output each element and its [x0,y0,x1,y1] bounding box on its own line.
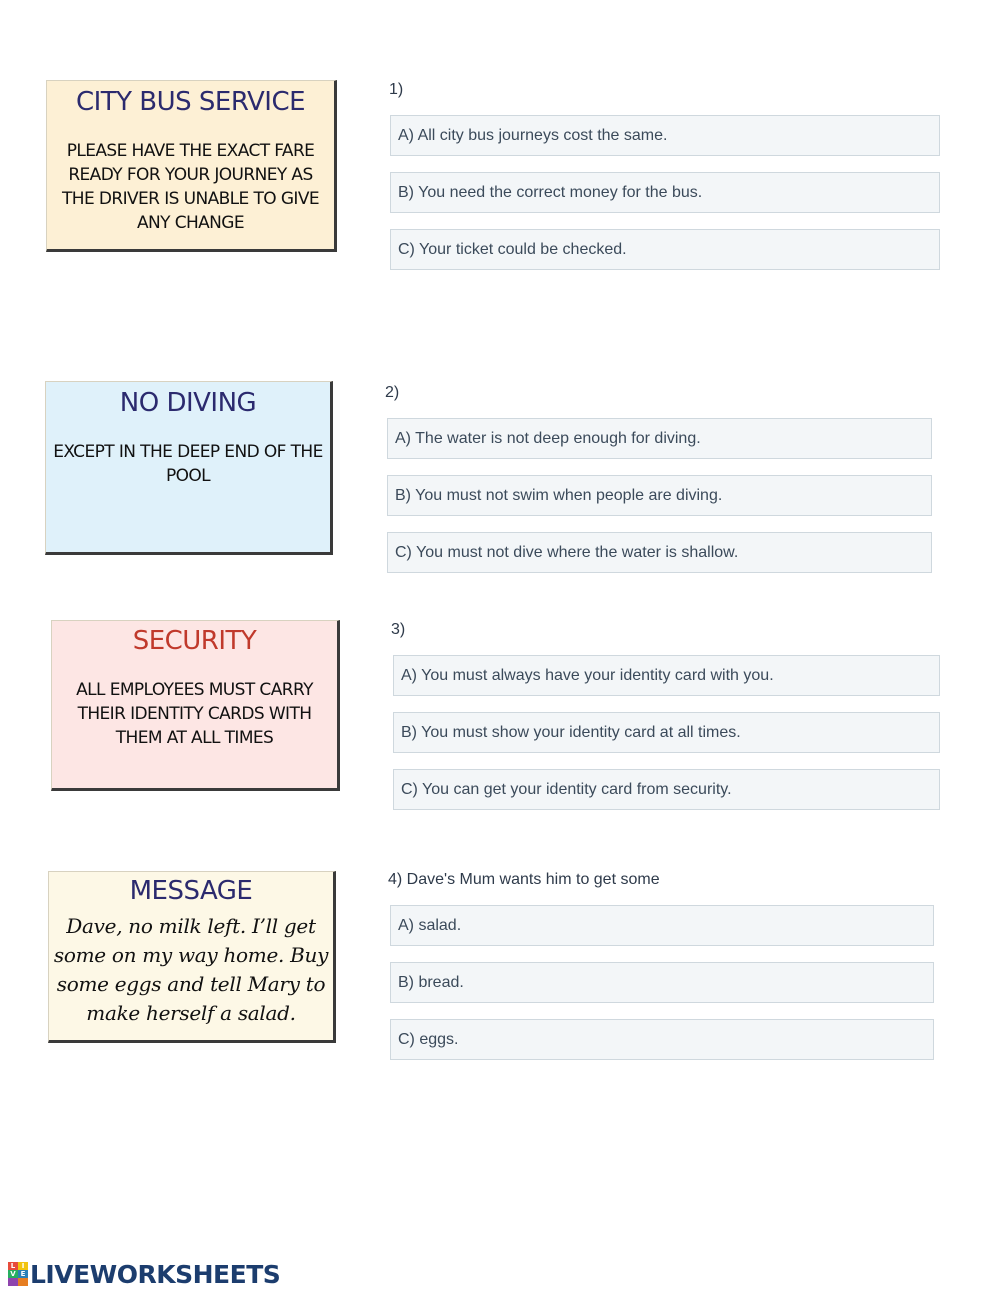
sign-text-line: ANY CHANGE [136,213,245,233]
question-2-option-a[interactable]: A) The water is not deep enough for diving. [387,418,932,459]
question-2-label: 2) [385,384,400,401]
sign-text [46,440,330,488]
logo-mark-letter: L [8,1262,18,1270]
sign-city-bus-service [46,80,337,252]
question-1-label: 1) [389,81,404,98]
question-3-option-a[interactable]: A) You must always have your identity card with you. [393,655,940,696]
sign-text-line: EXCEPT IN THE DEEP END OF THE [53,442,323,462]
sign-no-diving [45,381,333,555]
question-4-option-b[interactable]: B) bread. [390,962,934,1003]
question-4-option-a[interactable]: A) salad. [390,905,934,946]
sign-title: CITY BUS SERVICE [75,87,306,117]
sign-text-line: PLEASE HAVE THE EXACT FARE [66,141,315,161]
question-3-option-c[interactable]: C) You can get your identity card from security. [393,769,940,810]
liveworksheets-logo-icon [8,1262,28,1286]
sign-text-line: make herself a salad. [86,1001,296,1025]
question-3-option-b[interactable]: B) You must show your identity card at all times. [393,712,940,753]
question-1-option-c[interactable]: C) Your ticket could be checked. [390,229,940,270]
sign-text-line: Dave, no milk left. I’ll get [66,914,316,938]
sign-text-line: POOL [165,466,211,486]
question-1-option-a[interactable]: A) All city bus journeys cost the same. [390,115,940,156]
sign-text-line: ALL EMPLOYEES MUST CARRY [76,680,313,700]
question-2-option-c[interactable]: C) You must not dive where the water is shallow. [387,532,932,573]
sign-text-line: THEIR IDENTITY CARDS WITH [77,704,312,724]
sign-title: MESSAGE [129,876,253,906]
question-1-option-b[interactable]: B) You need the correct money for the bus. [390,172,940,213]
sign-text-line: some on my way home. Buy [53,943,329,967]
sign-text [49,912,333,1028]
sign-text-line: some eggs and tell Mary to [56,972,326,996]
sign-text-line: READY FOR YOUR JOURNEY AS [68,165,313,185]
sign-text [52,678,337,750]
sign-security [51,620,340,791]
question-2-option-b[interactable]: B) You must not swim when people are diving. [387,475,932,516]
logo-text: LIVEWORKSHEETS [30,1259,281,1289]
logo-mark-letter: V [8,1270,18,1278]
logo-mark-block [18,1278,28,1286]
question-4-option-c[interactable]: C) eggs. [390,1019,934,1060]
logo-mark-letter: I [18,1262,28,1270]
question-3-label: 3) [391,621,406,638]
question-4-label: 4) Dave's Mum wants him to get some [388,871,660,888]
sign-text-line: THEM AT ALL TIMES [115,728,274,748]
liveworksheets-logo[interactable] [8,1257,280,1291]
sign-title: SECURITY [132,626,257,656]
logo-mark-letter: E [18,1270,28,1278]
sign-text-line: THE DRIVER IS UNABLE TO GIVE [61,189,320,209]
logo-mark-block [8,1278,18,1286]
sign-title: NO DIVING [119,388,257,418]
sign-message [48,871,336,1043]
sign-text [47,139,334,235]
